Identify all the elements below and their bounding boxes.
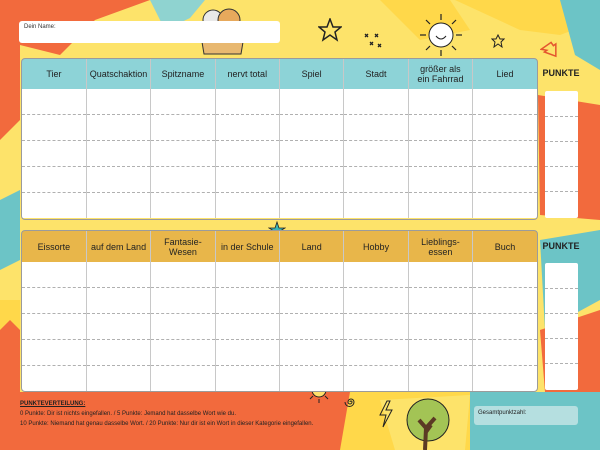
answer-cell[interactable] xyxy=(473,193,537,219)
header-cell: Tier xyxy=(22,59,86,89)
header-cell: Spitzname xyxy=(151,59,215,89)
answer-cell[interactable] xyxy=(22,366,86,392)
answer-cell[interactable] xyxy=(408,288,472,314)
points-cell[interactable] xyxy=(545,313,578,338)
table-row xyxy=(22,193,537,219)
answer-cell[interactable] xyxy=(215,288,279,314)
scoring-title: PUNKTEVERTEILUNG: xyxy=(20,401,86,407)
answer-cell[interactable] xyxy=(151,115,215,141)
answer-cell[interactable] xyxy=(22,141,86,167)
header-cell: nervt total xyxy=(215,59,279,89)
table-row xyxy=(22,366,537,392)
answer-cell[interactable] xyxy=(473,89,537,115)
answer-cell[interactable] xyxy=(86,366,150,392)
answer-cell[interactable] xyxy=(86,115,150,141)
header-cell: Land xyxy=(280,231,344,262)
points-cell[interactable] xyxy=(545,263,578,288)
answer-cell[interactable] xyxy=(215,193,279,219)
answer-cell[interactable] xyxy=(86,340,150,366)
answer-cell[interactable] xyxy=(344,340,408,366)
table-row xyxy=(22,167,537,193)
answer-cell[interactable] xyxy=(344,366,408,392)
name-label: Dein Name: xyxy=(24,24,56,30)
answer-cell[interactable] xyxy=(280,167,344,193)
table-row xyxy=(22,314,537,340)
answer-cell[interactable] xyxy=(408,366,472,392)
points-cell[interactable] xyxy=(545,363,578,388)
answer-cell[interactable] xyxy=(280,262,344,288)
header-cell: Quatschaktion xyxy=(86,59,150,89)
answer-cell[interactable] xyxy=(408,167,472,193)
table-row xyxy=(22,340,537,366)
answer-cell[interactable] xyxy=(215,115,279,141)
header-cell: Lieblings- essen xyxy=(408,231,472,262)
header-cell: Spiel xyxy=(280,59,344,89)
sun-face-icon xyxy=(418,12,464,58)
answer-cell[interactable] xyxy=(22,340,86,366)
answer-cell[interactable] xyxy=(215,167,279,193)
answer-cell[interactable] xyxy=(344,89,408,115)
header-cell: in der Schule xyxy=(215,231,279,262)
category-table-bottom xyxy=(22,231,537,391)
answer-cell[interactable] xyxy=(215,366,279,392)
answer-cell[interactable] xyxy=(344,314,408,340)
scoring-line-1: 0 Punkte: Dir ist nichts eingefallen. / 5 Punkte: Jemand hat dasselbe Wort wie du. xyxy=(20,411,237,417)
answer-cell[interactable] xyxy=(280,89,344,115)
header-cell: größer als ein Fahrrad xyxy=(408,59,472,89)
answer-cell[interactable] xyxy=(86,262,150,288)
header-cell: Hobby xyxy=(344,231,408,262)
points-column-bottom xyxy=(545,263,578,390)
answer-cell[interactable] xyxy=(344,115,408,141)
answer-cell[interactable] xyxy=(408,262,472,288)
answer-cell[interactable] xyxy=(151,340,215,366)
answer-cell[interactable] xyxy=(408,141,472,167)
answer-cell[interactable] xyxy=(86,288,150,314)
answer-cell[interactable] xyxy=(473,288,537,314)
header-row xyxy=(22,59,537,89)
answer-cell[interactable] xyxy=(408,115,472,141)
points-cell[interactable] xyxy=(545,288,578,313)
answer-cell[interactable] xyxy=(408,314,472,340)
sparkle-icon xyxy=(363,32,383,50)
name-field[interactable] xyxy=(19,21,280,43)
answer-cell[interactable] xyxy=(344,262,408,288)
header-row xyxy=(22,231,537,262)
answer-cell[interactable] xyxy=(151,193,215,219)
answer-cell[interactable] xyxy=(151,141,215,167)
answer-cell[interactable] xyxy=(344,167,408,193)
answer-cell[interactable] xyxy=(22,193,86,219)
answer-cell[interactable] xyxy=(22,314,86,340)
table-row xyxy=(22,89,537,115)
answer-cell[interactable] xyxy=(151,366,215,392)
star-outline-icon xyxy=(318,18,342,42)
answer-cell[interactable] xyxy=(473,141,537,167)
header-cell: Stadt xyxy=(344,59,408,89)
points-label-top: PUNKTE xyxy=(542,68,580,78)
answer-cell[interactable] xyxy=(473,167,537,193)
points-cell[interactable] xyxy=(545,191,578,216)
answer-cell[interactable] xyxy=(408,89,472,115)
answer-cell[interactable] xyxy=(280,366,344,392)
points-label-bottom: PUNKTE xyxy=(542,241,580,251)
answer-cell[interactable] xyxy=(344,193,408,219)
arrow-icon xyxy=(540,40,562,62)
answer-cell[interactable] xyxy=(151,262,215,288)
answer-cell[interactable] xyxy=(280,115,344,141)
answer-cell[interactable] xyxy=(22,115,86,141)
answer-cell[interactable] xyxy=(280,141,344,167)
lightning-icon xyxy=(378,400,394,428)
total-points-label: Gesamtpunktzahl: xyxy=(478,410,527,416)
answer-cell[interactable] xyxy=(215,314,279,340)
spiral-icon xyxy=(344,395,358,409)
tree-icon xyxy=(402,398,454,450)
answer-cell[interactable] xyxy=(473,262,537,288)
answer-cell[interactable] xyxy=(215,89,279,115)
points-cell[interactable] xyxy=(545,166,578,191)
answer-cell[interactable] xyxy=(280,193,344,219)
header-cell: auf dem Land xyxy=(86,231,150,262)
answer-cell[interactable] xyxy=(22,167,86,193)
answer-cell[interactable] xyxy=(151,167,215,193)
answer-cell[interactable] xyxy=(344,288,408,314)
answer-cell[interactable] xyxy=(86,193,150,219)
answer-cell[interactable] xyxy=(151,314,215,340)
header-cell: Fantasie- Wesen xyxy=(151,231,215,262)
answer-cell[interactable] xyxy=(473,366,537,392)
answer-cell[interactable] xyxy=(86,141,150,167)
answer-cell[interactable] xyxy=(215,141,279,167)
answer-cell[interactable] xyxy=(280,340,344,366)
answer-cell[interactable] xyxy=(22,288,86,314)
answer-cell[interactable] xyxy=(280,288,344,314)
answer-cell[interactable] xyxy=(215,262,279,288)
answer-cell[interactable] xyxy=(408,193,472,219)
points-column-top xyxy=(545,91,578,218)
star-small-icon xyxy=(491,34,505,48)
header-cell: Eissorte xyxy=(22,231,86,262)
points-cell[interactable] xyxy=(545,141,578,166)
scoring-line-2: 10 Punkte: Niemand hat genau dasselbe Wort. / 20 Punkte: Nur dir ist ein Wort in dieser Kategorie eingefallen. xyxy=(20,421,314,427)
category-table-top xyxy=(22,59,537,218)
answer-cell[interactable] xyxy=(344,141,408,167)
header-cell: Buch xyxy=(473,231,537,262)
answer-cell[interactable] xyxy=(22,89,86,115)
answer-cell[interactable] xyxy=(215,340,279,366)
table-row xyxy=(22,288,537,314)
answer-cell[interactable] xyxy=(280,314,344,340)
header-cell: Lied xyxy=(473,59,537,89)
answer-cell[interactable] xyxy=(86,89,150,115)
points-cell[interactable] xyxy=(545,116,578,141)
answer-cell[interactable] xyxy=(473,340,537,366)
answer-cell[interactable] xyxy=(86,314,150,340)
table-row xyxy=(22,115,537,141)
answer-cell[interactable] xyxy=(473,115,537,141)
table-row xyxy=(22,262,537,288)
points-cell[interactable] xyxy=(545,91,578,116)
answer-cell[interactable] xyxy=(22,262,86,288)
answer-cell[interactable] xyxy=(473,314,537,340)
points-cell[interactable] xyxy=(545,338,578,363)
answer-cell[interactable] xyxy=(151,89,215,115)
answer-cell[interactable] xyxy=(408,340,472,366)
answer-cell[interactable] xyxy=(86,167,150,193)
answer-cell[interactable] xyxy=(151,288,215,314)
table-row xyxy=(22,141,537,167)
